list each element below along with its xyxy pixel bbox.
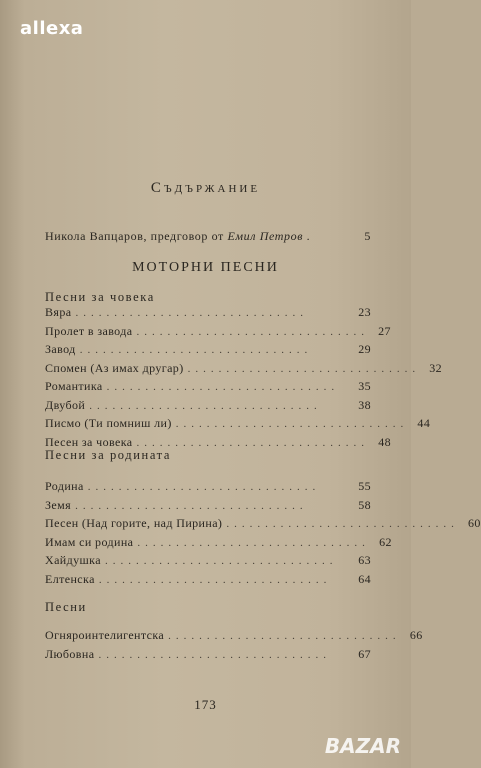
toc-row[interactable]	[45, 323, 391, 343]
toc-row[interactable]	[45, 360, 443, 380]
leader-dots: ..............................	[136, 325, 369, 338]
toc-title: Имам си родина	[45, 534, 134, 549]
leader-dots: ..............................	[106, 381, 340, 393]
toc-title: Романтика	[45, 379, 103, 393]
leader-dots: ..............................	[89, 399, 322, 412]
toc-title: Двубой	[45, 397, 86, 412]
intro-label: Никола Вапцаров, предговор от	[45, 229, 224, 243]
toc-page: 66	[409, 628, 423, 642]
toc-page: 38	[358, 397, 371, 412]
toc-row[interactable]	[45, 379, 371, 398]
toc-title: Хайдушка	[45, 553, 101, 567]
toc-title: Песен (Над горите, над Пирина)	[45, 516, 223, 530]
leader-dots: ..............................	[137, 536, 370, 549]
leader-dots: ..............................	[75, 307, 308, 319]
toc-row[interactable]	[45, 534, 392, 554]
leader-dots: ..............................	[104, 555, 338, 567]
toc-row[interactable]	[45, 305, 371, 324]
toc-page: 62	[379, 534, 392, 549]
toc-title: Завод	[45, 342, 76, 356]
toc-title: Любовна	[45, 646, 95, 661]
leader-dots: ..............................	[79, 344, 313, 356]
contents-title: Съдържание	[150, 180, 261, 196]
toc-title: Пролет в завода	[45, 323, 133, 338]
leader-dots: ..............................	[187, 362, 421, 375]
toc-row[interactable]	[45, 398, 371, 417]
toc-title: Родина	[45, 479, 84, 493]
toc-page: 29	[358, 342, 371, 356]
leader-dots: ..............................	[75, 499, 308, 512]
leader-dots: ..............................	[87, 481, 321, 493]
toc-page: 44	[417, 416, 431, 430]
leader-dots: ..............................	[168, 630, 401, 642]
leader-dots: ..............................	[98, 648, 331, 661]
toc-page: 63	[358, 553, 371, 567]
toc-row[interactable]	[45, 479, 371, 498]
intro-author: Емил Петров	[227, 229, 304, 243]
toc-page: 48	[378, 434, 392, 449]
intro-entry	[45, 229, 371, 244]
toc-row[interactable]	[45, 516, 481, 535]
toc-row[interactable]	[45, 647, 371, 666]
toc-row[interactable]	[45, 416, 431, 435]
leader-dots: ..............................	[136, 436, 370, 449]
toc-title: Писмо (Ти помниш ли)	[45, 416, 172, 430]
group-title-3: Песни	[45, 600, 87, 614]
watermark-logo-allexa: allexa	[20, 18, 84, 39]
intro-page: 5	[364, 229, 371, 243]
toc-row[interactable]	[45, 498, 371, 517]
toc-title: Земя	[45, 497, 72, 512]
toc-row[interactable]	[45, 572, 371, 591]
toc-title: Песен за човека	[45, 434, 133, 449]
toc-page: 64	[358, 571, 371, 586]
toc-page: 58	[358, 497, 371, 512]
toc-list-3	[45, 628, 423, 665]
toc-page: 67	[358, 646, 371, 661]
toc-page: 27	[378, 323, 391, 338]
watermark-logo-bazar: BAZAR	[324, 734, 401, 758]
section-title: МОТОРНИ ПЕСНИ	[132, 260, 279, 275]
toc-title: Елтенска	[45, 571, 95, 586]
intro-text	[45, 229, 310, 244]
toc-page: 23	[358, 305, 371, 319]
toc-page: 32	[429, 360, 443, 375]
toc-list-1	[45, 305, 443, 453]
leader-dots: ..............................	[98, 573, 332, 586]
toc-title: Огняроинтелигентска	[45, 628, 165, 642]
group-title-2: Песни за родината	[45, 448, 172, 462]
toc-row[interactable]	[45, 553, 371, 572]
toc-list-2	[45, 479, 481, 590]
leader-dots: ..............................	[226, 518, 459, 530]
toc-row[interactable]	[45, 342, 371, 361]
toc-row[interactable]	[45, 628, 423, 647]
toc-page: 35	[358, 379, 371, 393]
toc-page: 60	[468, 516, 481, 530]
group-title-1: Песни за човека	[45, 290, 155, 304]
intro-dots: .	[306, 229, 311, 243]
toc-title: Спомен (Аз имах другар)	[45, 360, 184, 375]
toc-title: Вяра	[45, 305, 72, 319]
page-number: 173	[194, 697, 217, 712]
leader-dots: ..............................	[175, 418, 409, 430]
toc-page: 55	[358, 479, 371, 493]
